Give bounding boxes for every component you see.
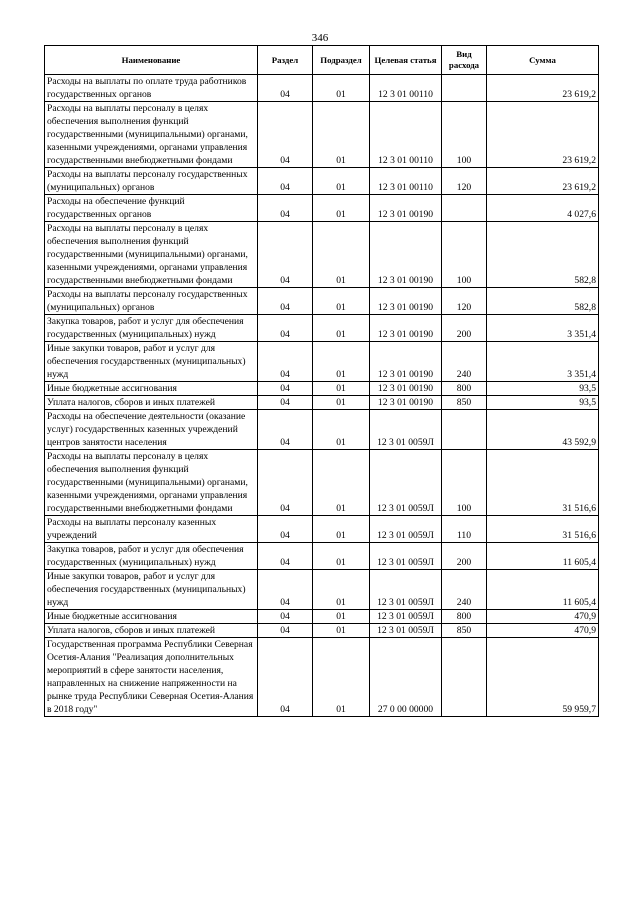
row-expense-type: 240 <box>442 570 487 610</box>
row-section: 04 <box>258 450 313 516</box>
row-section: 04 <box>258 102 313 168</box>
row-subsection: 01 <box>313 102 370 168</box>
row-name: Расходы на выплаты персоналу казенных учреждений <box>45 516 258 543</box>
row-subsection: 01 <box>313 543 370 570</box>
row-name: Иные бюджетные ассигнования <box>45 382 258 396</box>
row-amount: 23 619,2 <box>487 102 599 168</box>
row-section: 04 <box>258 516 313 543</box>
row-section: 04 <box>258 624 313 638</box>
row-expense-type: 850 <box>442 396 487 410</box>
row-amount: 23 619,2 <box>487 75 599 102</box>
table-row <box>45 102 599 168</box>
row-amount: 3 351,4 <box>487 342 599 382</box>
row-subsection: 01 <box>313 222 370 288</box>
row-subsection: 01 <box>313 638 370 717</box>
row-target: 12 3 01 00110 <box>370 168 442 195</box>
row-name: Уплата налогов, сборов и иных платежей <box>45 396 258 410</box>
row-target: 12 3 01 00110 <box>370 75 442 102</box>
row-expense-type: 100 <box>442 450 487 516</box>
row-name: Расходы на выплаты персоналу государственных (муниципальных) органов <box>45 288 258 315</box>
page-number: 346 <box>311 32 329 44</box>
row-section: 04 <box>258 75 313 102</box>
row-target: 12 3 01 0059Л <box>370 570 442 610</box>
row-subsection: 01 <box>313 315 370 342</box>
row-expense-type: 110 <box>442 516 487 543</box>
row-expense-type <box>442 75 487 102</box>
row-name: Уплата налогов, сборов и иных платежей <box>45 624 258 638</box>
table-row <box>45 570 599 610</box>
row-expense-type: 120 <box>442 168 487 195</box>
row-amount: 3 351,4 <box>487 315 599 342</box>
row-subsection: 01 <box>313 450 370 516</box>
row-name: Расходы на выплаты персоналу в целях обеспечения выполнения функций государственными (муниципальными) органами, казенными учреждениями, органами управления государственными внебюджетными фондами <box>45 102 258 168</box>
row-amount: 11 605,4 <box>487 570 599 610</box>
row-expense-type: 200 <box>442 543 487 570</box>
row-name: Иные закупки товаров, работ и услуг для обеспечения государственных (муниципальных) нужд <box>45 570 258 610</box>
row-amount: 582,8 <box>487 222 599 288</box>
table-row <box>45 410 599 450</box>
row-target: 12 3 01 00190 <box>370 382 442 396</box>
row-target: 12 3 01 00190 <box>370 288 442 315</box>
table-row <box>45 543 599 570</box>
row-expense-type <box>442 638 487 717</box>
row-expense-type <box>442 195 487 222</box>
row-name: Расходы на выплаты персоналу государственных (муниципальных) органов <box>45 168 258 195</box>
table-row <box>45 638 599 717</box>
row-amount: 93,5 <box>487 396 599 410</box>
row-target: 12 3 01 0059Л <box>370 543 442 570</box>
row-subsection: 01 <box>313 624 370 638</box>
row-expense-type: 200 <box>442 315 487 342</box>
row-amount: 93,5 <box>487 382 599 396</box>
row-section: 04 <box>258 543 313 570</box>
row-expense-type: 120 <box>442 288 487 315</box>
table-row <box>45 315 599 342</box>
budget-table <box>44 45 599 717</box>
row-target: 27 0 00 00000 <box>370 638 442 717</box>
row-section: 04 <box>258 570 313 610</box>
table-row <box>45 222 599 288</box>
row-subsection: 01 <box>313 382 370 396</box>
row-expense-type: 100 <box>442 102 487 168</box>
row-name: Расходы на выплаты по оплате труда работников государственных органов <box>45 75 258 102</box>
row-name: Закупка товаров, работ и услуг для обеспечения государственных (муниципальных) нужд <box>45 543 258 570</box>
row-section: 04 <box>258 342 313 382</box>
row-name: Расходы на выплаты персоналу в целях обеспечения выполнения функций государственными (муниципальными) органами, казенными учреждениями, органами управления государственными внебюджетными фондами <box>45 450 258 516</box>
row-subsection: 01 <box>313 570 370 610</box>
row-expense-type: 240 <box>442 342 487 382</box>
row-target: 12 3 01 0059Л <box>370 516 442 543</box>
row-target: 12 3 01 00190 <box>370 222 442 288</box>
table-row <box>45 75 599 102</box>
row-section: 04 <box>258 195 313 222</box>
row-name: Расходы на выплаты персоналу в целях обеспечения выполнения функций государственными (муниципальными) органами, казенными учреждениями, органами управления государственными внебюджетными фондами <box>45 222 258 288</box>
row-expense-type: 800 <box>442 382 487 396</box>
header-amount: Сумма <box>487 46 599 75</box>
row-subsection: 01 <box>313 75 370 102</box>
table-row <box>45 396 599 410</box>
row-expense-type: 850 <box>442 624 487 638</box>
table-row <box>45 516 599 543</box>
header-expense-type: Вид расхода <box>442 46 487 75</box>
table-row <box>45 288 599 315</box>
row-amount: 31 516,6 <box>487 516 599 543</box>
row-amount: 31 516,6 <box>487 450 599 516</box>
row-subsection: 01 <box>313 410 370 450</box>
header-name: Наименование <box>45 46 258 75</box>
row-target: 12 3 01 0059Л <box>370 610 442 624</box>
row-section: 04 <box>258 382 313 396</box>
row-section: 04 <box>258 168 313 195</box>
row-subsection: 01 <box>313 288 370 315</box>
row-subsection: 01 <box>313 516 370 543</box>
header-subsection: Подраздел <box>313 46 370 75</box>
table-header-row <box>45 46 599 75</box>
row-name: Расходы на обеспечение деятельности (оказание услуг) государственных казенных учреждений центров занятости населения <box>45 410 258 450</box>
row-target: 12 3 01 0059Л <box>370 450 442 516</box>
row-name: Расходы на обеспечение функций государственных органов <box>45 195 258 222</box>
row-name: Иные закупки товаров, работ и услуг для обеспечения государственных (муниципальных) нужд <box>45 342 258 382</box>
row-expense-type: 800 <box>442 610 487 624</box>
table-row <box>45 624 599 638</box>
table-row <box>45 382 599 396</box>
row-target: 12 3 01 00190 <box>370 315 442 342</box>
row-subsection: 01 <box>313 168 370 195</box>
row-section: 04 <box>258 288 313 315</box>
row-target: 12 3 01 0059Л <box>370 624 442 638</box>
row-target: 12 3 01 00190 <box>370 195 442 222</box>
row-section: 04 <box>258 638 313 717</box>
table-row <box>45 195 599 222</box>
row-target: 12 3 01 00190 <box>370 342 442 382</box>
row-section: 04 <box>258 610 313 624</box>
row-amount: 582,8 <box>487 288 599 315</box>
table-row <box>45 342 599 382</box>
header-section: Раздел <box>258 46 313 75</box>
row-name: Закупка товаров, работ и услуг для обеспечения государственных (муниципальных) нужд <box>45 315 258 342</box>
row-section: 04 <box>258 396 313 410</box>
row-subsection: 01 <box>313 195 370 222</box>
row-subsection: 01 <box>313 396 370 410</box>
row-amount: 43 592,9 <box>487 410 599 450</box>
row-section: 04 <box>258 222 313 288</box>
row-name: Государственная программа Республики Северная Осетия-Алания "Реализация дополнительных мероприятий в сфере занятости населения, направленных на снижение напряженности на рынке труда Республики Северная Осетия-Алания в 2018 году" <box>45 638 258 717</box>
row-section: 04 <box>258 315 313 342</box>
row-target: 12 3 01 00110 <box>370 102 442 168</box>
row-expense-type: 100 <box>442 222 487 288</box>
table-body <box>45 75 599 717</box>
row-amount: 470,9 <box>487 624 599 638</box>
row-target: 12 3 01 00190 <box>370 396 442 410</box>
table-row <box>45 168 599 195</box>
row-subsection: 01 <box>313 610 370 624</box>
table-row <box>45 610 599 624</box>
row-subsection: 01 <box>313 342 370 382</box>
row-amount: 11 605,4 <box>487 543 599 570</box>
row-amount: 4 027,6 <box>487 195 599 222</box>
row-amount: 470,9 <box>487 610 599 624</box>
row-name: Иные бюджетные ассигнования <box>45 610 258 624</box>
table-row <box>45 450 599 516</box>
row-section: 04 <box>258 410 313 450</box>
row-target: 12 3 01 0059Л <box>370 410 442 450</box>
header-target: Целевая статья <box>370 46 442 75</box>
row-expense-type <box>442 410 487 450</box>
row-amount: 59 959,7 <box>487 638 599 717</box>
row-amount: 23 619,2 <box>487 168 599 195</box>
